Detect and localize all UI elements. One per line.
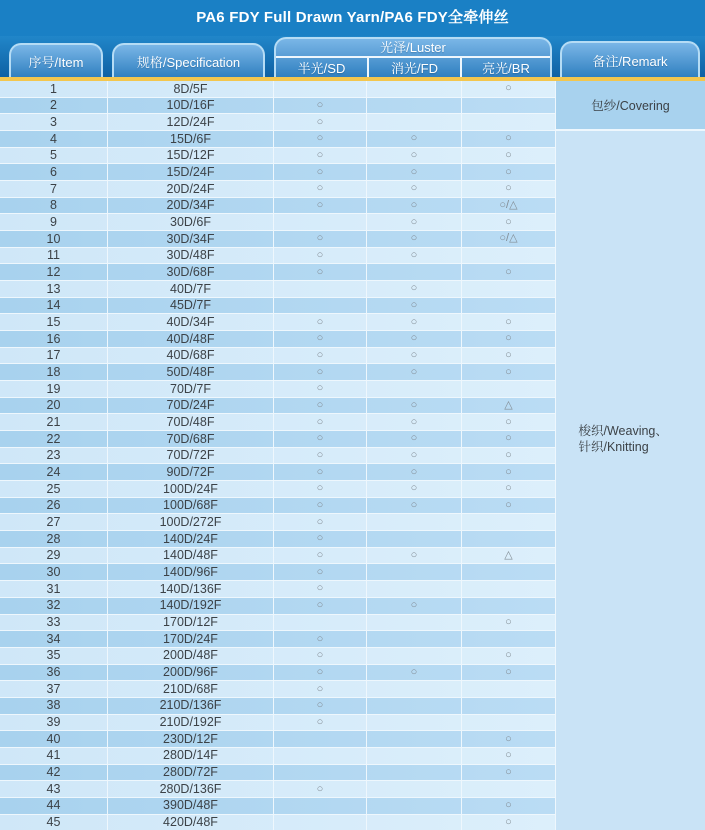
br-cell: ○ xyxy=(462,164,556,180)
table-row xyxy=(0,615,556,632)
table-body xyxy=(0,81,556,830)
spec-cell: 280D/14F xyxy=(108,748,274,764)
item-cell: 9 xyxy=(0,214,108,230)
sd-cell: ○ xyxy=(274,148,367,164)
col-header-spec xyxy=(112,43,265,77)
table-row xyxy=(0,598,556,615)
table-row xyxy=(0,198,556,215)
br-cell xyxy=(462,564,556,580)
sd-cell: ○ xyxy=(274,448,367,464)
item-cell: 42 xyxy=(0,765,108,781)
fd-cell: ○ xyxy=(367,498,462,514)
table-row xyxy=(0,448,556,465)
table-row xyxy=(0,248,556,265)
table-row xyxy=(0,331,556,348)
fd-cell xyxy=(367,615,462,631)
br-cell: ○ xyxy=(462,815,556,830)
table-row xyxy=(0,514,556,531)
br-cell: ○ xyxy=(462,148,556,164)
item-cell: 18 xyxy=(0,364,108,380)
sd-cell: ○ xyxy=(274,331,367,347)
br-cell: ○ xyxy=(462,448,556,464)
item-cell: 45 xyxy=(0,815,108,830)
spec-cell: 140D/48F xyxy=(108,548,274,564)
col-header-item-label: 序号/Item xyxy=(28,54,84,70)
fd-cell: ○ xyxy=(367,214,462,230)
fd-cell: ○ xyxy=(367,464,462,480)
remark-column xyxy=(556,81,705,830)
item-cell: 12 xyxy=(0,264,108,280)
item-cell: 4 xyxy=(0,131,108,147)
item-cell: 37 xyxy=(0,681,108,697)
item-cell: 15 xyxy=(0,314,108,330)
fd-cell xyxy=(367,514,462,530)
table-row xyxy=(0,98,556,115)
sd-cell: ○ xyxy=(274,198,367,214)
item-cell: 39 xyxy=(0,715,108,731)
table-row xyxy=(0,464,556,481)
spec-cell: 140D/24F xyxy=(108,531,274,547)
table-row xyxy=(0,631,556,648)
spec-cell: 200D/48F xyxy=(108,648,274,664)
item-cell: 31 xyxy=(0,581,108,597)
fd-cell: ○ xyxy=(367,281,462,297)
table-row xyxy=(0,581,556,598)
sd-cell: ○ xyxy=(274,481,367,497)
spec-cell: 30D/34F xyxy=(108,231,274,247)
table-row xyxy=(0,314,556,331)
spec-cell: 100D/68F xyxy=(108,498,274,514)
col-header-br: 亮光/BR xyxy=(482,61,530,76)
table-row xyxy=(0,531,556,548)
fd-cell: ○ xyxy=(367,598,462,614)
br-cell xyxy=(462,781,556,797)
br-cell xyxy=(462,631,556,647)
item-cell: 11 xyxy=(0,248,108,264)
table-row xyxy=(0,114,556,131)
spec-cell: 30D/6F xyxy=(108,214,274,230)
fd-cell xyxy=(367,381,462,397)
table-row xyxy=(0,481,556,498)
br-cell: ○ xyxy=(462,214,556,230)
item-cell: 3 xyxy=(0,114,108,130)
br-cell: ○ xyxy=(462,131,556,147)
item-cell: 10 xyxy=(0,231,108,247)
sd-cell xyxy=(274,81,367,97)
fd-cell xyxy=(367,681,462,697)
spec-cell: 30D/48F xyxy=(108,248,274,264)
fd-cell: ○ xyxy=(367,331,462,347)
br-cell: ○ xyxy=(462,498,556,514)
remark-weaving-line1: 梭织/Weaving、 xyxy=(578,424,668,438)
spec-cell: 10D/16F xyxy=(108,98,274,114)
br-cell xyxy=(462,531,556,547)
sd-cell: ○ xyxy=(274,364,367,380)
sd-cell: ○ xyxy=(274,531,367,547)
spec-cell: 12D/24F xyxy=(108,114,274,130)
fd-cell: ○ xyxy=(367,431,462,447)
col-header-spec-label: 规格/Specification xyxy=(136,54,241,70)
fd-cell: ○ xyxy=(367,131,462,147)
spec-cell: 15D/6F xyxy=(108,131,274,147)
br-cell: ○ xyxy=(462,181,556,197)
br-cell xyxy=(462,114,556,130)
spec-cell: 8D/5F xyxy=(108,81,274,97)
spec-cell: 140D/192F xyxy=(108,598,274,614)
br-cell: ○ xyxy=(462,81,556,97)
table-row xyxy=(0,164,556,181)
sd-cell: ○ xyxy=(274,698,367,714)
sd-cell: ○ xyxy=(274,381,367,397)
sd-cell: ○ xyxy=(274,514,367,530)
item-cell: 34 xyxy=(0,631,108,647)
spec-cell: 40D/48F xyxy=(108,331,274,347)
item-cell: 5 xyxy=(0,148,108,164)
fd-cell: ○ xyxy=(367,665,462,681)
sd-cell xyxy=(274,615,367,631)
spec-cell: 70D/72F xyxy=(108,448,274,464)
sd-cell: ○ xyxy=(274,414,367,430)
spec-cell: 420D/48F xyxy=(108,815,274,830)
spec-cell: 40D/7F xyxy=(108,281,274,297)
table-row xyxy=(0,781,556,798)
table-row xyxy=(0,815,556,830)
br-cell: ○ xyxy=(462,481,556,497)
item-cell: 2 xyxy=(0,98,108,114)
table-row xyxy=(0,264,556,281)
page-title: PA6 FDY Full Drawn Yarn/PA6 FDY全牵伸丝 xyxy=(0,0,705,36)
br-cell xyxy=(462,248,556,264)
br-cell: ○ xyxy=(462,648,556,664)
sd-cell: ○ xyxy=(274,431,367,447)
spec-cell: 50D/48F xyxy=(108,364,274,380)
table-row xyxy=(0,431,556,448)
sd-cell: ○ xyxy=(274,131,367,147)
sd-cell: ○ xyxy=(274,548,367,564)
fd-cell xyxy=(367,531,462,547)
br-cell: ○ xyxy=(462,314,556,330)
item-cell: 25 xyxy=(0,481,108,497)
br-cell: ○ xyxy=(462,348,556,364)
item-cell: 38 xyxy=(0,698,108,714)
spec-cell: 20D/34F xyxy=(108,198,274,214)
fd-cell: ○ xyxy=(367,298,462,314)
spec-cell: 140D/136F xyxy=(108,581,274,597)
sd-cell: ○ xyxy=(274,781,367,797)
spec-cell: 20D/24F xyxy=(108,181,274,197)
fd-cell xyxy=(367,798,462,814)
fd-cell: ○ xyxy=(367,448,462,464)
item-cell: 26 xyxy=(0,498,108,514)
br-cell xyxy=(462,298,556,314)
fd-cell: ○ xyxy=(367,364,462,380)
table-row xyxy=(0,648,556,665)
table-row xyxy=(0,364,556,381)
br-cell: ○ xyxy=(462,364,556,380)
item-cell: 8 xyxy=(0,198,108,214)
remark-covering-label: 包纱/Covering xyxy=(591,99,670,113)
table-row xyxy=(0,81,556,98)
br-cell xyxy=(462,281,556,297)
col-header-luster-label: 光泽/Luster xyxy=(380,40,446,55)
item-cell: 27 xyxy=(0,514,108,530)
remark-weaving-cell xyxy=(556,131,705,830)
table-row xyxy=(0,748,556,765)
table-row xyxy=(0,231,556,248)
sd-cell: ○ xyxy=(274,348,367,364)
fd-cell: ○ xyxy=(367,181,462,197)
table-row xyxy=(0,798,556,815)
sd-cell: ○ xyxy=(274,581,367,597)
col-header-item xyxy=(9,43,103,77)
remark-weaving-line2: 针织/Knitting xyxy=(578,440,649,454)
sd-cell: ○ xyxy=(274,631,367,647)
spec-cell: 70D/48F xyxy=(108,414,274,430)
sd-cell xyxy=(274,298,367,314)
br-cell: ○ xyxy=(462,731,556,747)
fd-cell: ○ xyxy=(367,398,462,414)
sd-cell: ○ xyxy=(274,665,367,681)
br-cell: ○ xyxy=(462,414,556,430)
fd-cell xyxy=(367,815,462,830)
br-cell: △ xyxy=(462,548,556,564)
item-cell: 32 xyxy=(0,598,108,614)
table-row xyxy=(0,181,556,198)
br-cell xyxy=(462,681,556,697)
fd-cell xyxy=(367,264,462,280)
spec-cell: 40D/68F xyxy=(108,348,274,364)
br-cell: ○ xyxy=(462,748,556,764)
item-cell: 13 xyxy=(0,281,108,297)
br-cell xyxy=(462,98,556,114)
table-row xyxy=(0,148,556,165)
fd-cell: ○ xyxy=(367,164,462,180)
col-header-fd: 消光/FD xyxy=(367,58,462,77)
item-cell: 44 xyxy=(0,798,108,814)
table-body-wrap xyxy=(0,81,705,830)
sd-cell: ○ xyxy=(274,648,367,664)
fd-cell xyxy=(367,631,462,647)
br-cell: ○ xyxy=(462,331,556,347)
fd-cell: ○ xyxy=(367,348,462,364)
table-row xyxy=(0,398,556,415)
table-row xyxy=(0,665,556,682)
sd-cell: ○ xyxy=(274,464,367,480)
fd-cell xyxy=(367,748,462,764)
br-cell xyxy=(462,698,556,714)
item-cell: 40 xyxy=(0,731,108,747)
br-cell: ○ xyxy=(462,798,556,814)
spec-cell: 70D/68F xyxy=(108,431,274,447)
fd-cell xyxy=(367,648,462,664)
spec-cell: 40D/34F xyxy=(108,314,274,330)
item-cell: 41 xyxy=(0,748,108,764)
item-cell: 29 xyxy=(0,548,108,564)
spec-cell: 140D/96F xyxy=(108,564,274,580)
spec-cell: 230D/12F xyxy=(108,731,274,747)
spec-cell: 170D/12F xyxy=(108,615,274,631)
item-cell: 19 xyxy=(0,381,108,397)
col-header-remark xyxy=(560,41,700,77)
spec-cell: 30D/68F xyxy=(108,264,274,280)
spec-cell: 100D/24F xyxy=(108,481,274,497)
fd-cell: ○ xyxy=(367,248,462,264)
spec-cell: 100D/272F xyxy=(108,514,274,530)
br-cell: ○ xyxy=(462,665,556,681)
col-header-luster xyxy=(274,37,552,77)
item-cell: 33 xyxy=(0,615,108,631)
fd-cell: ○ xyxy=(367,148,462,164)
table-row xyxy=(0,348,556,365)
table-row xyxy=(0,698,556,715)
spec-cell: 70D/24F xyxy=(108,398,274,414)
br-cell xyxy=(462,715,556,731)
spec-cell: 170D/24F xyxy=(108,631,274,647)
fd-cell xyxy=(367,698,462,714)
sd-cell: ○ xyxy=(274,264,367,280)
spec-cell: 15D/24F xyxy=(108,164,274,180)
sd-cell: ○ xyxy=(274,98,367,114)
table-row xyxy=(0,414,556,431)
item-cell: 21 xyxy=(0,414,108,430)
br-cell xyxy=(462,581,556,597)
table-row xyxy=(0,715,556,732)
br-cell: ○ xyxy=(462,264,556,280)
item-cell: 23 xyxy=(0,448,108,464)
item-cell: 35 xyxy=(0,648,108,664)
br-cell xyxy=(462,514,556,530)
fd-cell xyxy=(367,781,462,797)
spec-cell: 210D/68F xyxy=(108,681,274,697)
sd-cell: ○ xyxy=(274,715,367,731)
table-row xyxy=(0,548,556,565)
sd-cell: ○ xyxy=(274,681,367,697)
item-cell: 22 xyxy=(0,431,108,447)
fd-cell: ○ xyxy=(367,414,462,430)
spec-cell: 70D/7F xyxy=(108,381,274,397)
item-cell: 43 xyxy=(0,781,108,797)
fd-cell: ○ xyxy=(367,548,462,564)
fd-cell xyxy=(367,98,462,114)
item-cell: 1 xyxy=(0,81,108,97)
br-cell: ○ xyxy=(462,431,556,447)
fd-cell: ○ xyxy=(367,314,462,330)
sd-cell: ○ xyxy=(274,564,367,580)
remark-covering-cell xyxy=(556,81,705,131)
sd-cell xyxy=(274,815,367,830)
sd-cell xyxy=(274,798,367,814)
sd-cell: ○ xyxy=(274,314,367,330)
sd-cell: ○ xyxy=(274,398,367,414)
col-header-sd: 半光/SD xyxy=(297,61,346,76)
item-cell: 7 xyxy=(0,181,108,197)
sd-cell xyxy=(274,765,367,781)
sd-cell: ○ xyxy=(274,248,367,264)
spec-cell: 210D/136F xyxy=(108,698,274,714)
sd-cell xyxy=(274,214,367,230)
item-cell: 14 xyxy=(0,298,108,314)
sd-cell: ○ xyxy=(274,164,367,180)
sd-cell xyxy=(274,748,367,764)
br-cell xyxy=(462,381,556,397)
table-row xyxy=(0,298,556,315)
spec-cell: 15D/12F xyxy=(108,148,274,164)
item-cell: 20 xyxy=(0,398,108,414)
table-row xyxy=(0,214,556,231)
item-cell: 16 xyxy=(0,331,108,347)
spec-cell: 90D/72F xyxy=(108,464,274,480)
table-row xyxy=(0,681,556,698)
fd-cell xyxy=(367,731,462,747)
sd-cell: ○ xyxy=(274,231,367,247)
br-cell: △ xyxy=(462,398,556,414)
br-cell: ○ xyxy=(462,615,556,631)
sd-cell xyxy=(274,731,367,747)
fd-cell xyxy=(367,581,462,597)
spec-cell: 200D/96F xyxy=(108,665,274,681)
spec-cell: 390D/48F xyxy=(108,798,274,814)
spec-cell: 45D/7F xyxy=(108,298,274,314)
item-cell: 30 xyxy=(0,564,108,580)
fd-cell xyxy=(367,81,462,97)
spec-cell: 280D/136F xyxy=(108,781,274,797)
item-cell: 28 xyxy=(0,531,108,547)
sd-cell: ○ xyxy=(274,498,367,514)
br-cell: ○/△ xyxy=(462,198,556,214)
table-row xyxy=(0,281,556,298)
item-cell: 24 xyxy=(0,464,108,480)
spec-cell: 210D/192F xyxy=(108,715,274,731)
fd-cell xyxy=(367,715,462,731)
fd-cell xyxy=(367,765,462,781)
br-cell: ○/△ xyxy=(462,231,556,247)
table-row xyxy=(0,498,556,515)
br-cell: ○ xyxy=(462,464,556,480)
fd-cell: ○ xyxy=(367,231,462,247)
br-cell xyxy=(462,598,556,614)
item-cell: 6 xyxy=(0,164,108,180)
spec-cell: 280D/72F xyxy=(108,765,274,781)
table-row xyxy=(0,381,556,398)
sd-cell: ○ xyxy=(274,114,367,130)
luster-subheader-row xyxy=(276,56,550,77)
item-cell: 36 xyxy=(0,665,108,681)
table-row xyxy=(0,564,556,581)
table-row xyxy=(0,731,556,748)
sd-cell xyxy=(274,281,367,297)
fd-cell xyxy=(367,564,462,580)
fd-cell: ○ xyxy=(367,198,462,214)
br-cell: ○ xyxy=(462,765,556,781)
fd-cell: ○ xyxy=(367,481,462,497)
table-row xyxy=(0,765,556,782)
sd-cell: ○ xyxy=(274,598,367,614)
table-row xyxy=(0,131,556,148)
table-header xyxy=(0,36,705,77)
sd-cell: ○ xyxy=(274,181,367,197)
col-header-remark-label: 备注/Remark xyxy=(592,53,668,69)
fd-cell xyxy=(367,114,462,130)
item-cell: 17 xyxy=(0,348,108,364)
remark-weaving-label xyxy=(556,423,705,455)
